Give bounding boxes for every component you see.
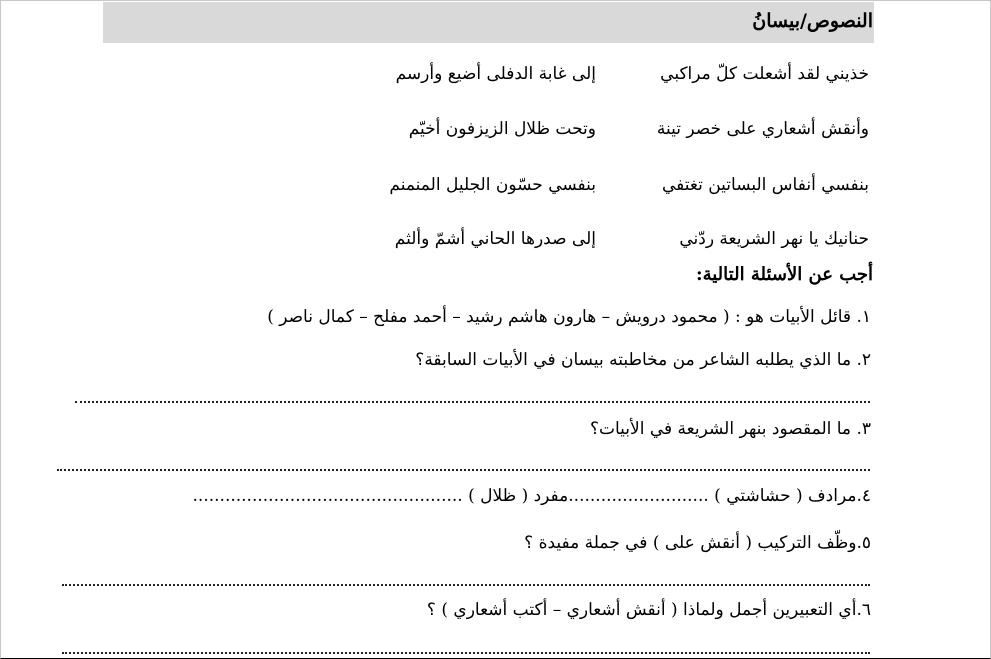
question-4: ٤.مرادف ( حشاشتي ) ..........................مفرد ( ظلال ) .................................................. [192,486,871,506]
question-3: ٣. ما المقصود بنهر الشريعة في الأبيات؟ [589,419,871,439]
answer-line-2[interactable] [75,401,870,403]
question-2: ٢. ما الذي يطلبه الشاعر من مخاطبته بيسان في الأبيات السابقة؟ [415,350,871,370]
question-6: ٦.أي التعبيرين أجمل ولماذا ( أنقش أشعاري – أكتب أشعاري ) ؟ [426,600,871,620]
verse-4-first-hemistich: حنانيك يا نهر الشريعة ردّني [679,229,869,249]
verse-3-second-hemistich: بنفسي حسّون الجليل المنمنم [389,175,596,195]
answer-line-5[interactable] [62,584,870,586]
question-5: ٥.وظّف التركيب ( أنقش على ) في جملة مفيدة ؟ [524,533,871,553]
verse-1-second-hemistich: إلى غابة الدفلى أضيع وأرسم [395,64,596,84]
questions-heading: أجب عن الأسئلة التالية: [695,264,873,285]
verse-2-second-hemistich: وتحت ظلال الزيزفون أخيّم [408,119,596,139]
verse-2-first-hemistich: وأنقش أشعاري على خصر تينة [656,119,869,139]
verse-1-first-hemistich: خذيني لقد أشعلت كلّ مراكبي [660,64,869,84]
verse-3-first-hemistich: بنفسي أنفاس البساتين تغتفي [661,175,869,195]
verse-4-second-hemistich: إلى صدرها الحاني أشمّ وألثم [394,229,596,249]
question-1: ١. قائل الأبيات هو : ( محمود درويش – هارون هاشم رشيد – أحمد مفلح – كمال ناصر ) [267,307,871,327]
page-title: النصوص/بيسانُ [752,10,873,32]
answer-line-3[interactable] [57,469,870,471]
answer-line-6[interactable] [62,652,870,654]
